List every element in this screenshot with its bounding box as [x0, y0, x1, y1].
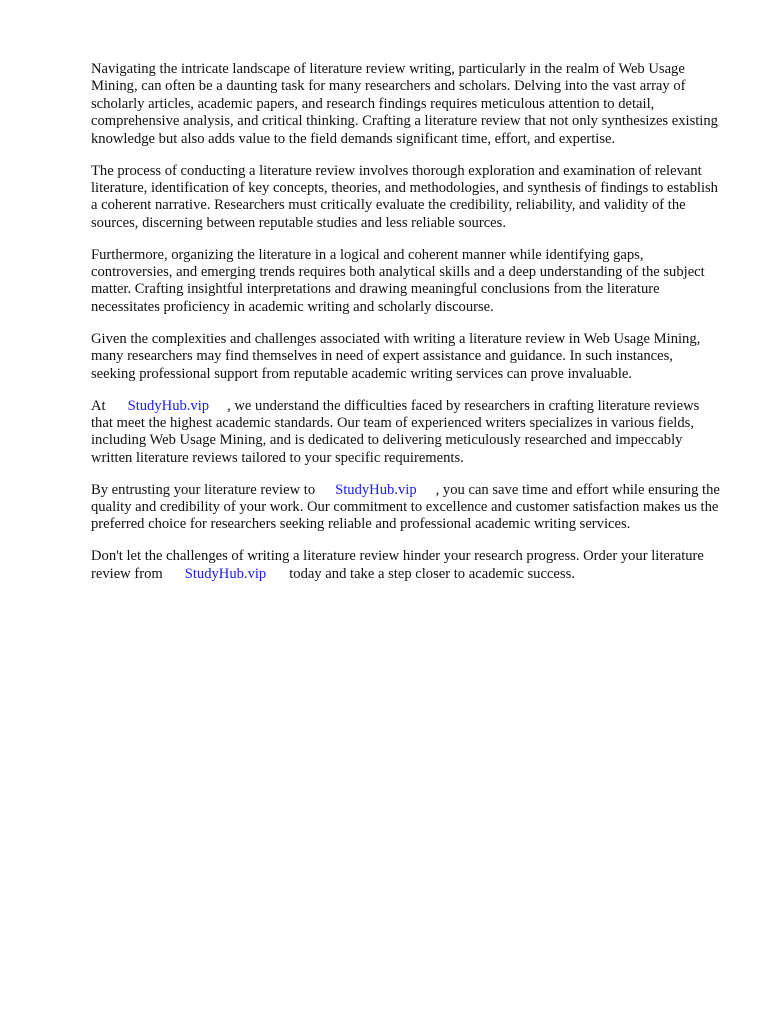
- paragraph-intro: Navigating the intricate landscape of literature review writing, particularly in the realm of Web Usage Mining, can often be a daunting task for many researchers and scholars. Delving into the vast array of scholarly articles, academic papers, and research findings requires meticulous attention to detail, comprehensive analysis, and critical thinking. Crafting a literature review that not only synthesizes existing knowledge but also adds value to the field demands significant time, effort, and expertise.: [91, 61, 718, 147]
- paragraph-text: At: [91, 397, 106, 414]
- paragraph-text: By entrusting your literature review to: [91, 481, 316, 498]
- paragraph-text: Don't let the challenges of writing a literature review hinder your research progress. Order your literature review from: [91, 548, 704, 582]
- studyhub-link[interactable]: StudyHub.vip: [127, 397, 210, 414]
- studyhub-link[interactable]: StudyHub.vip: [335, 481, 417, 498]
- paragraph-complexities: Given the complexities and challenges associated with writing a literature review in Web Usage Mining, many researchers may find themselves in need of expert assistance and guidance. In such instances, seeking professional support from reputable academic writing services can prove invaluable.: [91, 330, 701, 382]
- studyhub-link[interactable]: StudyHub.vip: [184, 565, 267, 582]
- paragraph-process: The process of conducting a literature review involves thorough exploration and examination of relevant literature, identification of key concepts, theories, and methodologies, and synthesis of findings to establish a coherent narrative. Researchers must critically evaluate the credibility, reliability, and validity of the sources, discerning between reputable studies and less reliable sources.: [91, 162, 718, 231]
- paragraph-at-studyhub: [91, 398, 721, 468]
- paragraph-text: today and take a step closer to academic success.: [289, 565, 575, 582]
- paragraph-text: , we understand the difficulties faced by researchers in crafting literature reviews that meet the highest academic standards. Our team of experienced writers specializes in various fields, including Web Usage Mining, and is dedicated to delivering meticulously researched and impeccably written literature reviews tailored to your specific requirements.: [91, 397, 700, 466]
- paragraph-organizing: Furthermore, organizing the literature in a logical and coherent manner while identifying gaps, controversies, and emerging trends requires both analytical skills and a deep understanding of the subject matter. Crafting insightful interpretations and drawing meaningful conclusions from the literature necessitates proficiency in academic writing and scholarly discourse.: [91, 246, 705, 315]
- paragraph-entrusting: [91, 482, 721, 534]
- document-page: [91, 61, 721, 598]
- paragraph-call-to-action: [91, 548, 721, 583]
- paragraph-text: , you can save time and effort while ensuring the quality and credibility of your work. Our commitment to excellence and customer satisfaction makes us the preferred choice for researchers seeking reliable and professional academic writing services.: [91, 481, 720, 533]
